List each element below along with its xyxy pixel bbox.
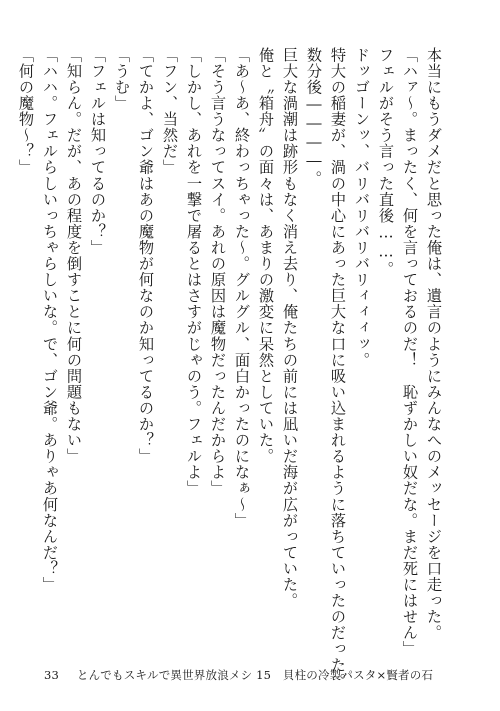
text-line-3: フェルがそう言った直後……。 [377, 47, 395, 278]
text-line-4: ドッゴーンッ、バリバリバリバリィィィッ。 [353, 47, 371, 368]
text-line-10: 「そう言うなってスイ。あれの原因は魔物だったんだからよ」 [209, 47, 227, 497]
text-line-8: 俺と〝箱舟〟の面々は、あまりの激変に呆然としていた。 [257, 47, 275, 465]
text-line-7: 巨大な渦潮は跡形もなく消え去り、俺たちの前には凪いだ海が広がっていた。 [281, 47, 299, 609]
text-line-2: 「ハァ～。まったく、何を言っておるのだ！ 恥ずかしい奴だな。まだ死にはせん」 [401, 47, 419, 657]
text-line-11: 「しかし、あれを一撃で屠るとはさすがじゃのう。フェルよ」 [185, 47, 203, 497]
text-line-1: 本当にもうダメだと思った俺は、遺言のようにみんなへのメッセージを口走った。 [425, 47, 443, 641]
text-line-18: 「何の魔物～？」 [17, 47, 35, 176]
text-line-15: 「フェルは知ってるのか？」 [89, 47, 107, 256]
text-line-12: 「フン、当然だ」 [161, 47, 179, 176]
page-footer [44, 667, 433, 683]
text-line-6: 数分後――――。 [305, 47, 323, 187]
text-line-13: 「てかよ、ゴン爺はあの魔物が何なのか知ってるのか？」 [137, 47, 155, 465]
text-line-5: 特大の稲妻が、渦の中心にあった巨大な口に吸い込まれるように落ちていったのだった。 [329, 47, 347, 689]
text-line-16: 「知らん。だが、あの程度を倒すことに何の問題もない」 [65, 47, 83, 465]
text-line-9: 「あ～あ、終わっちゃった～。グルグル、面白かったのになぁ～」 [233, 47, 251, 529]
book-title: とんでもスキルで異世界放浪メシ 15 貝柱の冷製パスタ×賢者の石 [76, 668, 434, 682]
text-line-14: 「うむ」 [113, 47, 131, 112]
text-line-17: 「ハハ。フェルらしいっちゃらしいな。で、ゴン爺。ありゃあ何なんだ？」 [41, 47, 59, 593]
page-number: 33 [44, 668, 60, 682]
